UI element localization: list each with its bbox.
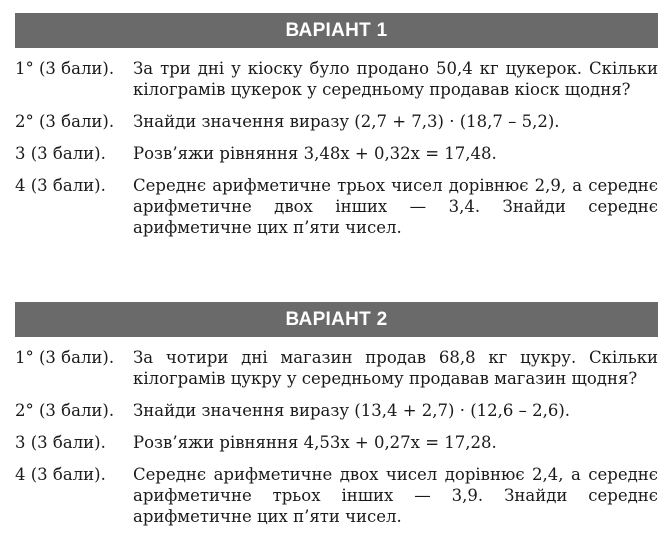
task-label: 4 (3 бали). — [15, 465, 106, 484]
task-2 — [15, 111, 658, 132]
task-text: За три дні у кіоску було продано 50,4 кг цукерок. Скільки кілограмів цукерок у середньому продавав кіоск щодня? — [133, 59, 658, 99]
task-3 — [15, 432, 658, 453]
task-text: Середнє арифметичне трьох чисел дорівнює 2,9, а середнє арифметичне двох інших — 3,4. Знайди середнє арифметичне цих п’яти чисел. — [133, 176, 658, 237]
task-text: Знайди значення виразу (13,4 + 2,7) · (12,6 – 2,6). — [133, 401, 571, 420]
variant-1-section — [0, 13, 672, 238]
task-3 — [15, 143, 658, 164]
task-1 — [15, 58, 658, 100]
task-2 — [15, 400, 658, 421]
task-label: 4 (3 бали). — [15, 176, 106, 195]
variant-1-title: ВАРІАНТ 1 — [15, 13, 658, 48]
task-label: 1° (3 бали). — [15, 59, 115, 78]
task-4 — [15, 464, 658, 527]
task-1 — [15, 347, 658, 389]
task-4 — [15, 175, 658, 238]
task-text: Середнє арифметичне двох чисел дорівнює 2,4, а середнє арифметичне трьох інших — 3,9. Знайди середнє арифметичне цих п’яти чисел. — [133, 465, 658, 526]
task-label: 2° (3 бали). — [15, 112, 115, 131]
variant-2-title: ВАРІАНТ 2 — [15, 302, 658, 337]
task-text: За чотири дні магазин продав 68,8 кг цукру. Скільки кілограмів цукру у середньому продавав магазин щодня? — [133, 348, 658, 388]
task-label: 2° (3 бали). — [15, 401, 115, 420]
task-text: Розв’яжи рівняння 3,48x + 0,32x = 17,48. — [133, 144, 497, 163]
variant-2-section — [0, 302, 672, 527]
task-text: Знайди значення виразу (2,7 + 7,3) · (18,7 – 5,2). — [133, 112, 560, 131]
task-label: 3 (3 бали). — [15, 433, 106, 452]
task-text: Розв’яжи рівняння 4,53x + 0,27x = 17,28. — [133, 433, 497, 452]
task-label: 1° (3 бали). — [15, 348, 115, 367]
task-label: 3 (3 бали). — [15, 144, 106, 163]
